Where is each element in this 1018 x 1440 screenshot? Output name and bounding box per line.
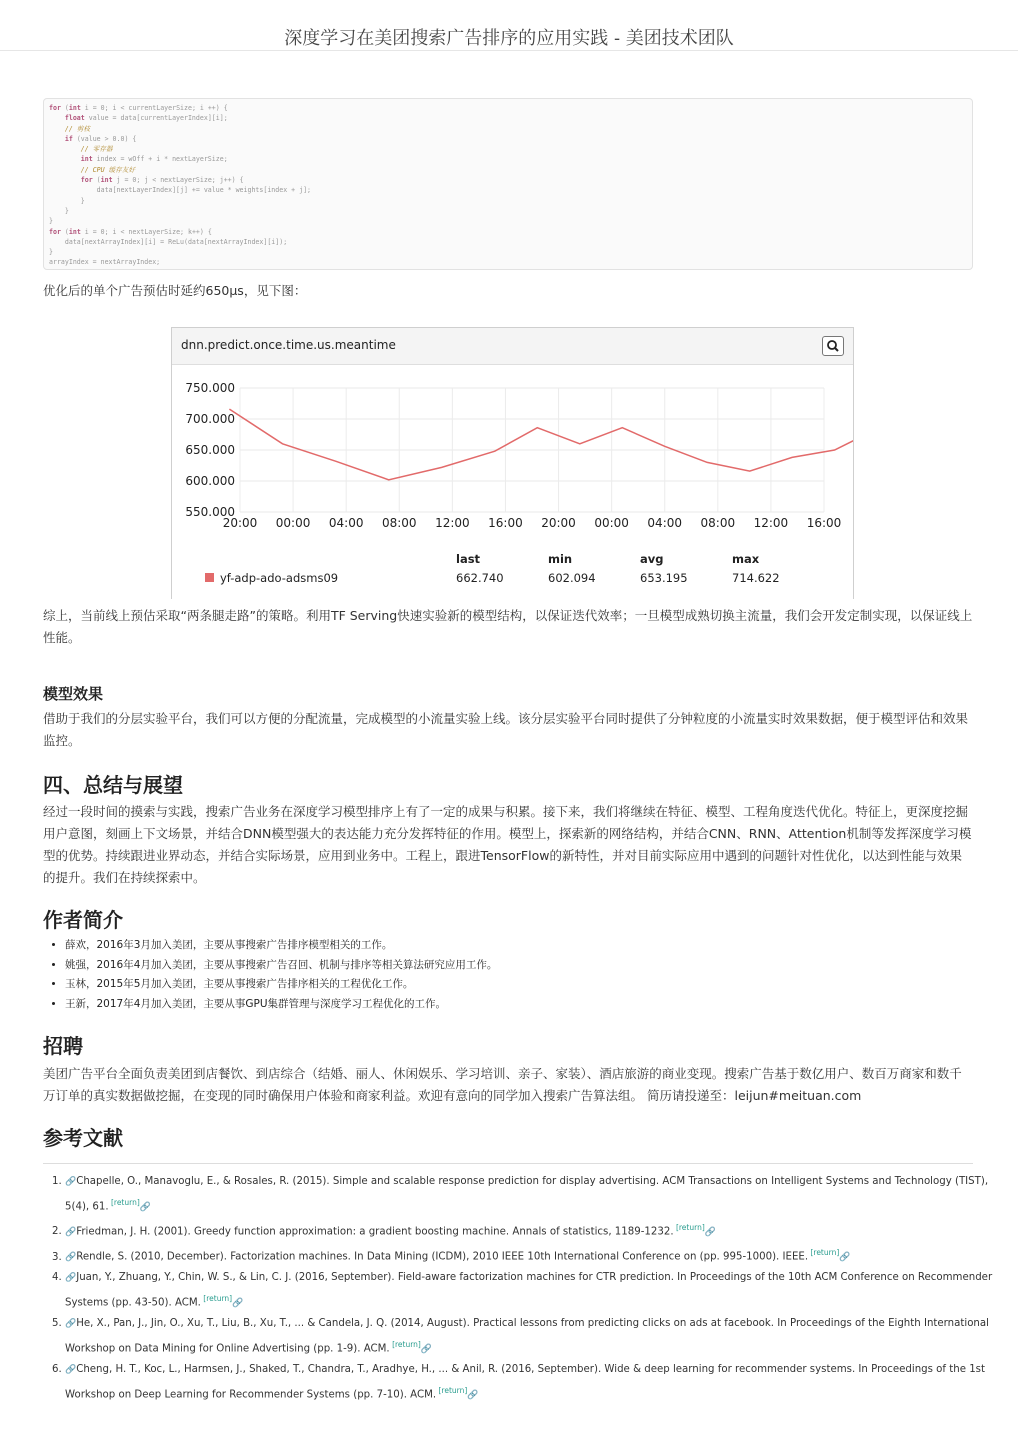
code-line: // 剪枝 [49,124,90,133]
heading-model-effect: 模型效果 [43,685,104,703]
paragraph-model-effect: 借助于我们的分层实验平台，我们可以方便的分配流量，完成模型的小流量实验上线。该分层实验平台同时提供了分钟粒度的小流量实时效果数据，便于模型评估和效果监控。 [43,711,969,748]
author-item: • 王新，2017年4月加入美团，主要从事GPU集群管理与深度学习工程优化的工作。 [65,995,497,1015]
x-tick-label: 12:00 [435,516,470,530]
return-link[interactable]: [return] [389,1340,421,1350]
link-icon[interactable]: 🔗 [704,1227,716,1238]
reference-item [65,1218,995,1243]
reference-item [65,1172,995,1218]
author-list [43,936,497,1015]
page-title: 深度学习在美团搜索广告排序的应用实践 - 美团技术团队 [284,28,734,49]
code-line: } [49,196,85,205]
x-tick-label: 16:00 [488,516,523,530]
x-tick-label: 16:00 [806,516,842,530]
return-link[interactable]: [return] [108,1197,140,1207]
y-tick-label: 700.000 [185,412,235,426]
link-icon[interactable]: 🔗 [65,1177,77,1187]
legend-header-max: max [732,552,760,566]
author-item: • 薛欢，2016年3月加入美团，主要从事搜索广告排序模型相关的工作。 [65,936,497,956]
code-line: // 零存器 [49,145,113,154]
code-line: float value = data[currentLayerIndex][i]; [64,114,228,123]
paragraph-hiring: 美团广告平台全面负责美团到店餐饮、到店综合（结婚、丽人、休闲娱乐、学习培训、亲子、家装）、酒店旅游的商业变现。搜索广告基于数亿用户、数百万商家和数千万订单的真实数据做挖掘，在变现的同时确保用户体验和商家利益。欢迎有意向的同学加入搜索广告算法组。 简历请投递至：leijun#meituan.com [43,1066,962,1103]
y-tick-label: 750.000 [185,381,235,395]
legend-value-max: 714.622 [732,571,780,585]
reference-text: Rendle, S. (2010, December). Factorization machines. In Data Mining (ICDM), 2010 IEEE 10th International Conference on (pp. 995-1000). IEEE. [76,1251,809,1263]
return-link[interactable]: [return] [436,1386,468,1396]
return-link[interactable]: [return] [808,1248,840,1258]
x-tick-label: 04:00 [647,516,683,530]
code-block [43,98,973,270]
reference-list [43,1172,995,1406]
x-tick-label: 08:00 [700,516,736,530]
code-line: for (int j = 0; j < nextLayerSize; j++) { [80,176,244,185]
x-tick-label: 20:00 [222,516,258,530]
return-link[interactable]: [return] [673,1222,705,1232]
link-icon[interactable]: 🔗 [65,1273,77,1284]
reference-text: Cheng, H. T., Koc, L., Harmsen, J., Shaked, T., Chandra, T., Aradhye, H., ... & Anil, R. (2016, September). Wide & deep learning for recommender systems. In Proceedings of the 1st Workshop on Deep Learning for Recommender Systems (pp. 7-10). ACM. [65,1364,985,1401]
references-divider [43,1163,973,1164]
reference-item [65,1268,995,1314]
link-icon[interactable]: 🔗 [65,1227,77,1238]
link-icon[interactable]: 🔗 [232,1298,244,1309]
y-tick-label: 650.000 [185,443,235,457]
link-icon[interactable]: 🔗 [420,1344,433,1355]
legend-value-min: 602.094 [548,571,596,585]
legend-swatch [205,573,214,582]
author-item: • 玉林，2015年5月加入美团，主要从事搜索广告排序相关的工程优化工作。 [65,975,497,995]
x-tick-label: 00:00 [594,516,629,530]
legend-header-last: last [456,552,481,566]
x-tick-label: 20:00 [541,516,576,530]
chart-panel [171,327,854,599]
legend-header-min: min [548,552,573,566]
link-icon[interactable]: 🔗 [65,1319,77,1330]
heading-references: 参考文献 [43,1126,123,1150]
link-icon[interactable]: 🔗 [65,1252,77,1263]
heading-summary-outlook: 四、总结与展望 [43,773,183,797]
code-line: } [49,206,69,215]
heading-hiring: 招聘 [43,1034,83,1058]
legend-series-name: yf-adp-ado-adsms09 [220,571,339,585]
link-icon[interactable]: 🔗 [467,1390,479,1401]
paragraph-latency: 优化后的单个广告预估时延约650μs，见下图： [43,283,307,298]
author-item: • 姚强，2016年4月加入美团，主要从事搜索广告召回、机制与排序等相关算法研究应用工作。 [65,956,497,976]
legend-value-last: 662.740 [456,571,504,585]
y-tick-label: 600.000 [185,474,235,488]
reference-text: Friedman, J. H. (2001). Greedy function approximation: a gradient boosting machine. Annals of statistics, 1189-1232. [76,1226,674,1238]
legend-header-avg: avg [640,552,664,566]
chart-header [172,328,853,365]
reference-text: He, X., Pan, J., Jin, O., Xu, T., Liu, B., Xu, T., ... & Candela, J. Q. (2014, August). Practical lessons from predicting clicks on ads at facebook. In Proceedings of the Eighth International Workshop on Data Mining for Online Advertising (pp. 1-9). ACM. [65,1318,989,1355]
link-icon[interactable]: 🔗 [839,1252,851,1263]
zoom-icon [823,337,843,355]
code-line: if (value > 0.0) { [64,134,137,143]
x-tick-label: 12:00 [753,516,789,530]
code-line: for (int i = 0; i < nextLayerSize; k++) { [49,227,212,236]
reference-text: Chapelle, O., Manavoglu, E., & Rosales, R. (2015). Simple and scalable response prediction for display advertising. ACM Transactions on Intelligent Systems and Technology (TIST), 5(4), 61. [65,1176,989,1213]
paragraph-outlook: 经过一段时间的摸索与实践，搜索广告业务在深度学习模型排序上有了一定的成果与积累。接下来，我们将继续在特征、模型、工程角度迭代优化。特征上，更深度挖掘用户意图，刻画上下文场景，并结合DNN模型强大的表达能力充分发挥特征的作用。模型上，探索新的网络结构，并结合CNN、RNN、Attention机制等发挥深度学习模型的优势。持续跟进业界动态，并结合实际场景，应用到业务中。工程上，跟进TensorFlow的新特性，并对目前实际应用中遇到的问题针对性优化，以达到性能与效果的提升。我们在持续探索中。 [43,804,972,885]
series-line [229,409,853,480]
x-tick-label: 00:00 [275,516,311,530]
code-line: data[nextArrayIndex][i] = ReLu(data[nextArrayIndex][i]); [49,237,288,246]
code-line: int index = wOff + i * nextLayerSize; [80,155,228,164]
y-tick-label: 550.000 [185,505,235,519]
code-line: data[nextLayerIndex][j] += value * weights[index + j]; [49,186,312,195]
link-icon[interactable]: 🔗 [65,1365,77,1376]
link-icon[interactable]: 🔗 [139,1202,151,1213]
reference-text: Juan, Y., Zhuang, Y., Chin, W. S., & Lin, C. J. (2016, September). Field-aware factorization machines for CTR prediction. In Proceedings of the 10th ACM Conference on Recommender Systems (pp. 43-50). ACM. [65,1272,993,1309]
reference-item [65,1243,995,1268]
code-line: arrayIndex = nextArrayIndex; [49,258,161,267]
line-chart [172,364,853,550]
x-tick-label: 04:00 [328,516,364,530]
reference-item [65,1314,995,1360]
zoom-button[interactable] [822,336,844,356]
code-line: // CPU 缓存友好 [49,165,135,174]
code-line: for (int i = 0; i < currentLayerSize; i ++) { [49,104,228,112]
chart-title: dnn.predict.once.time.us.meantime [181,338,396,352]
title-divider [0,50,1018,51]
x-tick-label: 08:00 [381,516,417,530]
return-link[interactable]: [return] [200,1294,233,1304]
code-line: } [49,248,53,257]
code-line: } [49,217,53,226]
paragraph-summary: 综上，当前线上预估采取“两条腿走路”的策略。利用TF Serving快速实验新的模型结构，以保证迭代效率；一旦模型成熟切换主流量，我们会开发定制实现，以保证线上性能。 [43,608,973,645]
legend-value-avg: 653.195 [640,571,688,585]
heading-authors: 作者简介 [43,908,123,932]
reference-item [65,1360,995,1406]
